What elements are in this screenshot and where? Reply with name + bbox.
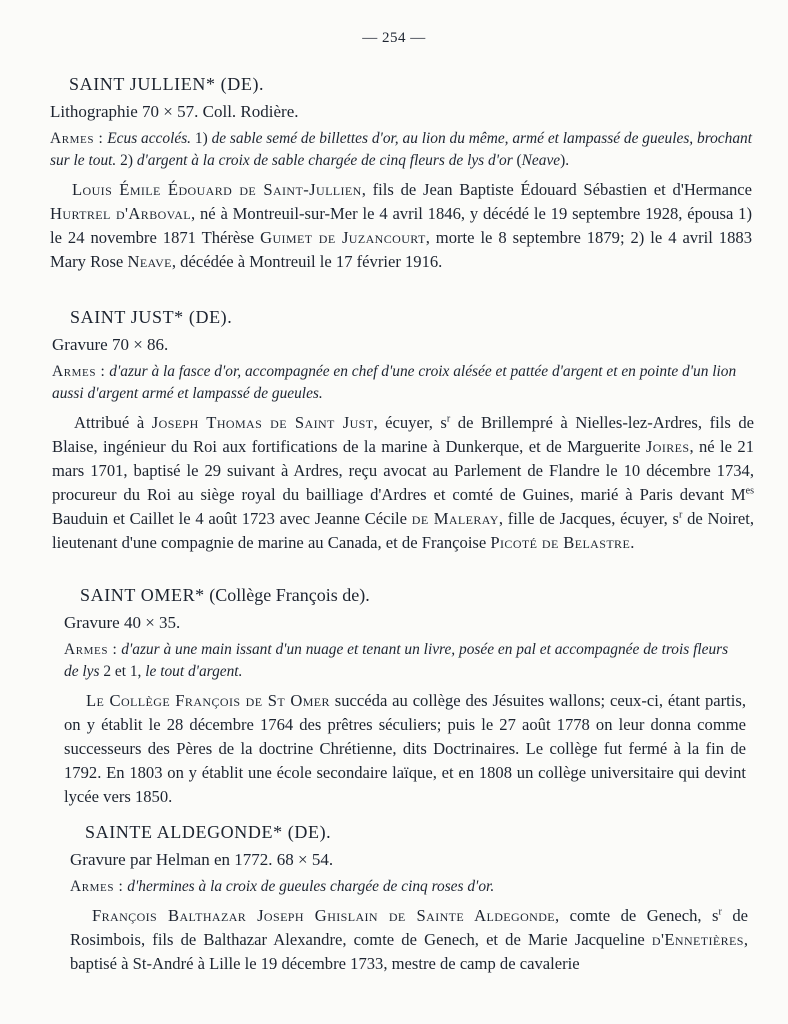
entry-paragraph: François Balthazar Joseph Ghislain de Sainte Aldegonde, comte de Genech, $s^r$ de Rosimbois, fils de Balthazar Alexandre, comte de Genech, et de Marie Jacqueline d'Ennetières, baptisé à St-André à Lille le 19 décembre 1733, mestre de camp de cavalerie: [70, 906, 748, 973]
arms-label: Armes :: [50, 130, 104, 147]
entry-arms: Armes : d'azur à la fasce d'or, accompagnée en chef d'une croix alésée et pattée d'argent et en pointe d'un lion aussi d'argent armé et lampassé de gueules.: [52, 363, 737, 402]
entry-paragraph: Attribué à Joseph Thomas de Saint Just, écuyer, $s^r$ de Brillempré à Nielles-lez-Ardres, fils de Blaise, ingénieur du Roi aux fortifications de la marine à Dunkerque, et de Marguerite Joires, né le 21 mars 1701, baptisé le 29 suivant à Ardres, reçu avocat au Parlement de Flandre le 10 décembre 1734, procureur du Roi au siège royal du bailliage d'Ardres et comté de Guines, marié à Paris devant $M^{es}$ Bauduin et Caillet le 4 août 1723 avec Jeanne Cécile de Maleray, fille de Jacques, écuyer, $s^r$ de Noiret, lieutenant d'une compagnie de marine au Canada, et de Françoise Picoté de Belastre.: [52, 413, 755, 552]
entry-arms: Armes : Ecus accolés. 1) de sable semé de billettes d'or, au lion du même, armé et lampassé de gueules, brochant sur le tout. 2) d'argent à la croix de sable chargée de cinq fleurs de lys d'or (Neave).: [50, 130, 752, 169]
arms-label: Armes :: [70, 878, 124, 895]
page-number: — 254 —: [362, 30, 426, 46]
entry-arms: Armes : d'hermines à la croix de gueules chargée de cinq roses d'or.: [70, 878, 495, 895]
entry-sainte-aldegonde: [70, 820, 748, 976]
entry-paragraph: Le Collège François de St Omer succéda au collège des Jésuites wallons; ceux-ci, étant partis, on y établit le 28 décembre 1764 des prêtres séculiers; puis le 27 août 1778 on leur donna comme successeurs des Pères de la doctrine Chrétienne, dits Doctrinaires. Le collège fut fermé à la fin de 1792. En 1803 on y établit une école secondaire laïque, et en 1808 un collège universitaire qui devint lycée vers 1850.: [64, 691, 746, 806]
entry-saint-jullien: [50, 72, 752, 274]
entry-source: Gravure 70 × 86.: [52, 335, 169, 354]
entry-source: Gravure 40 × 35.: [64, 613, 181, 632]
entry-source: Gravure par Helman en 1772. 68 × 54.: [70, 850, 334, 869]
entry-source: Lithographie 70 × 57. Coll. Rodière.: [50, 102, 299, 121]
entry-arms: Armes : d'azur à une main issant d'un nuage et tenant un livre, posée en pal et accompagnée de trois fleurs de lys 2 et 1, le tout d'argent.: [64, 641, 729, 680]
entry-paragraph: Louis Émile Édouard de Saint-Jullien, fils de Jean Baptiste Édouard Sébastien et d'Hermance Hurtrel d'Arboval, né à Montreuil-sur-Mer le 4 avril 1846, y décédé le 19 septembre 1928, épousa 1) le 24 novembre 1871 Thérèse Guimet de Juzancourt, morte le 8 septembre 1879; 2) le 4 avril 1883 Mary Rose Neave, décédée à Montreuil le 17 février 1916.: [50, 180, 753, 271]
entry-saint-just: [52, 305, 754, 555]
entry-heading: SAINT JUST* (DE).: [70, 307, 233, 327]
entry-saint-omer: [64, 583, 746, 809]
entry-heading: SAINT OMER* (Collège François de).: [80, 585, 370, 605]
entry-heading: SAINT JULLIEN* (DE).: [69, 74, 265, 94]
arms-label: Armes :: [64, 641, 118, 658]
entry-heading: SAINTE ALDEGONDE* (DE).: [85, 822, 332, 842]
arms-label: Armes :: [52, 363, 106, 380]
